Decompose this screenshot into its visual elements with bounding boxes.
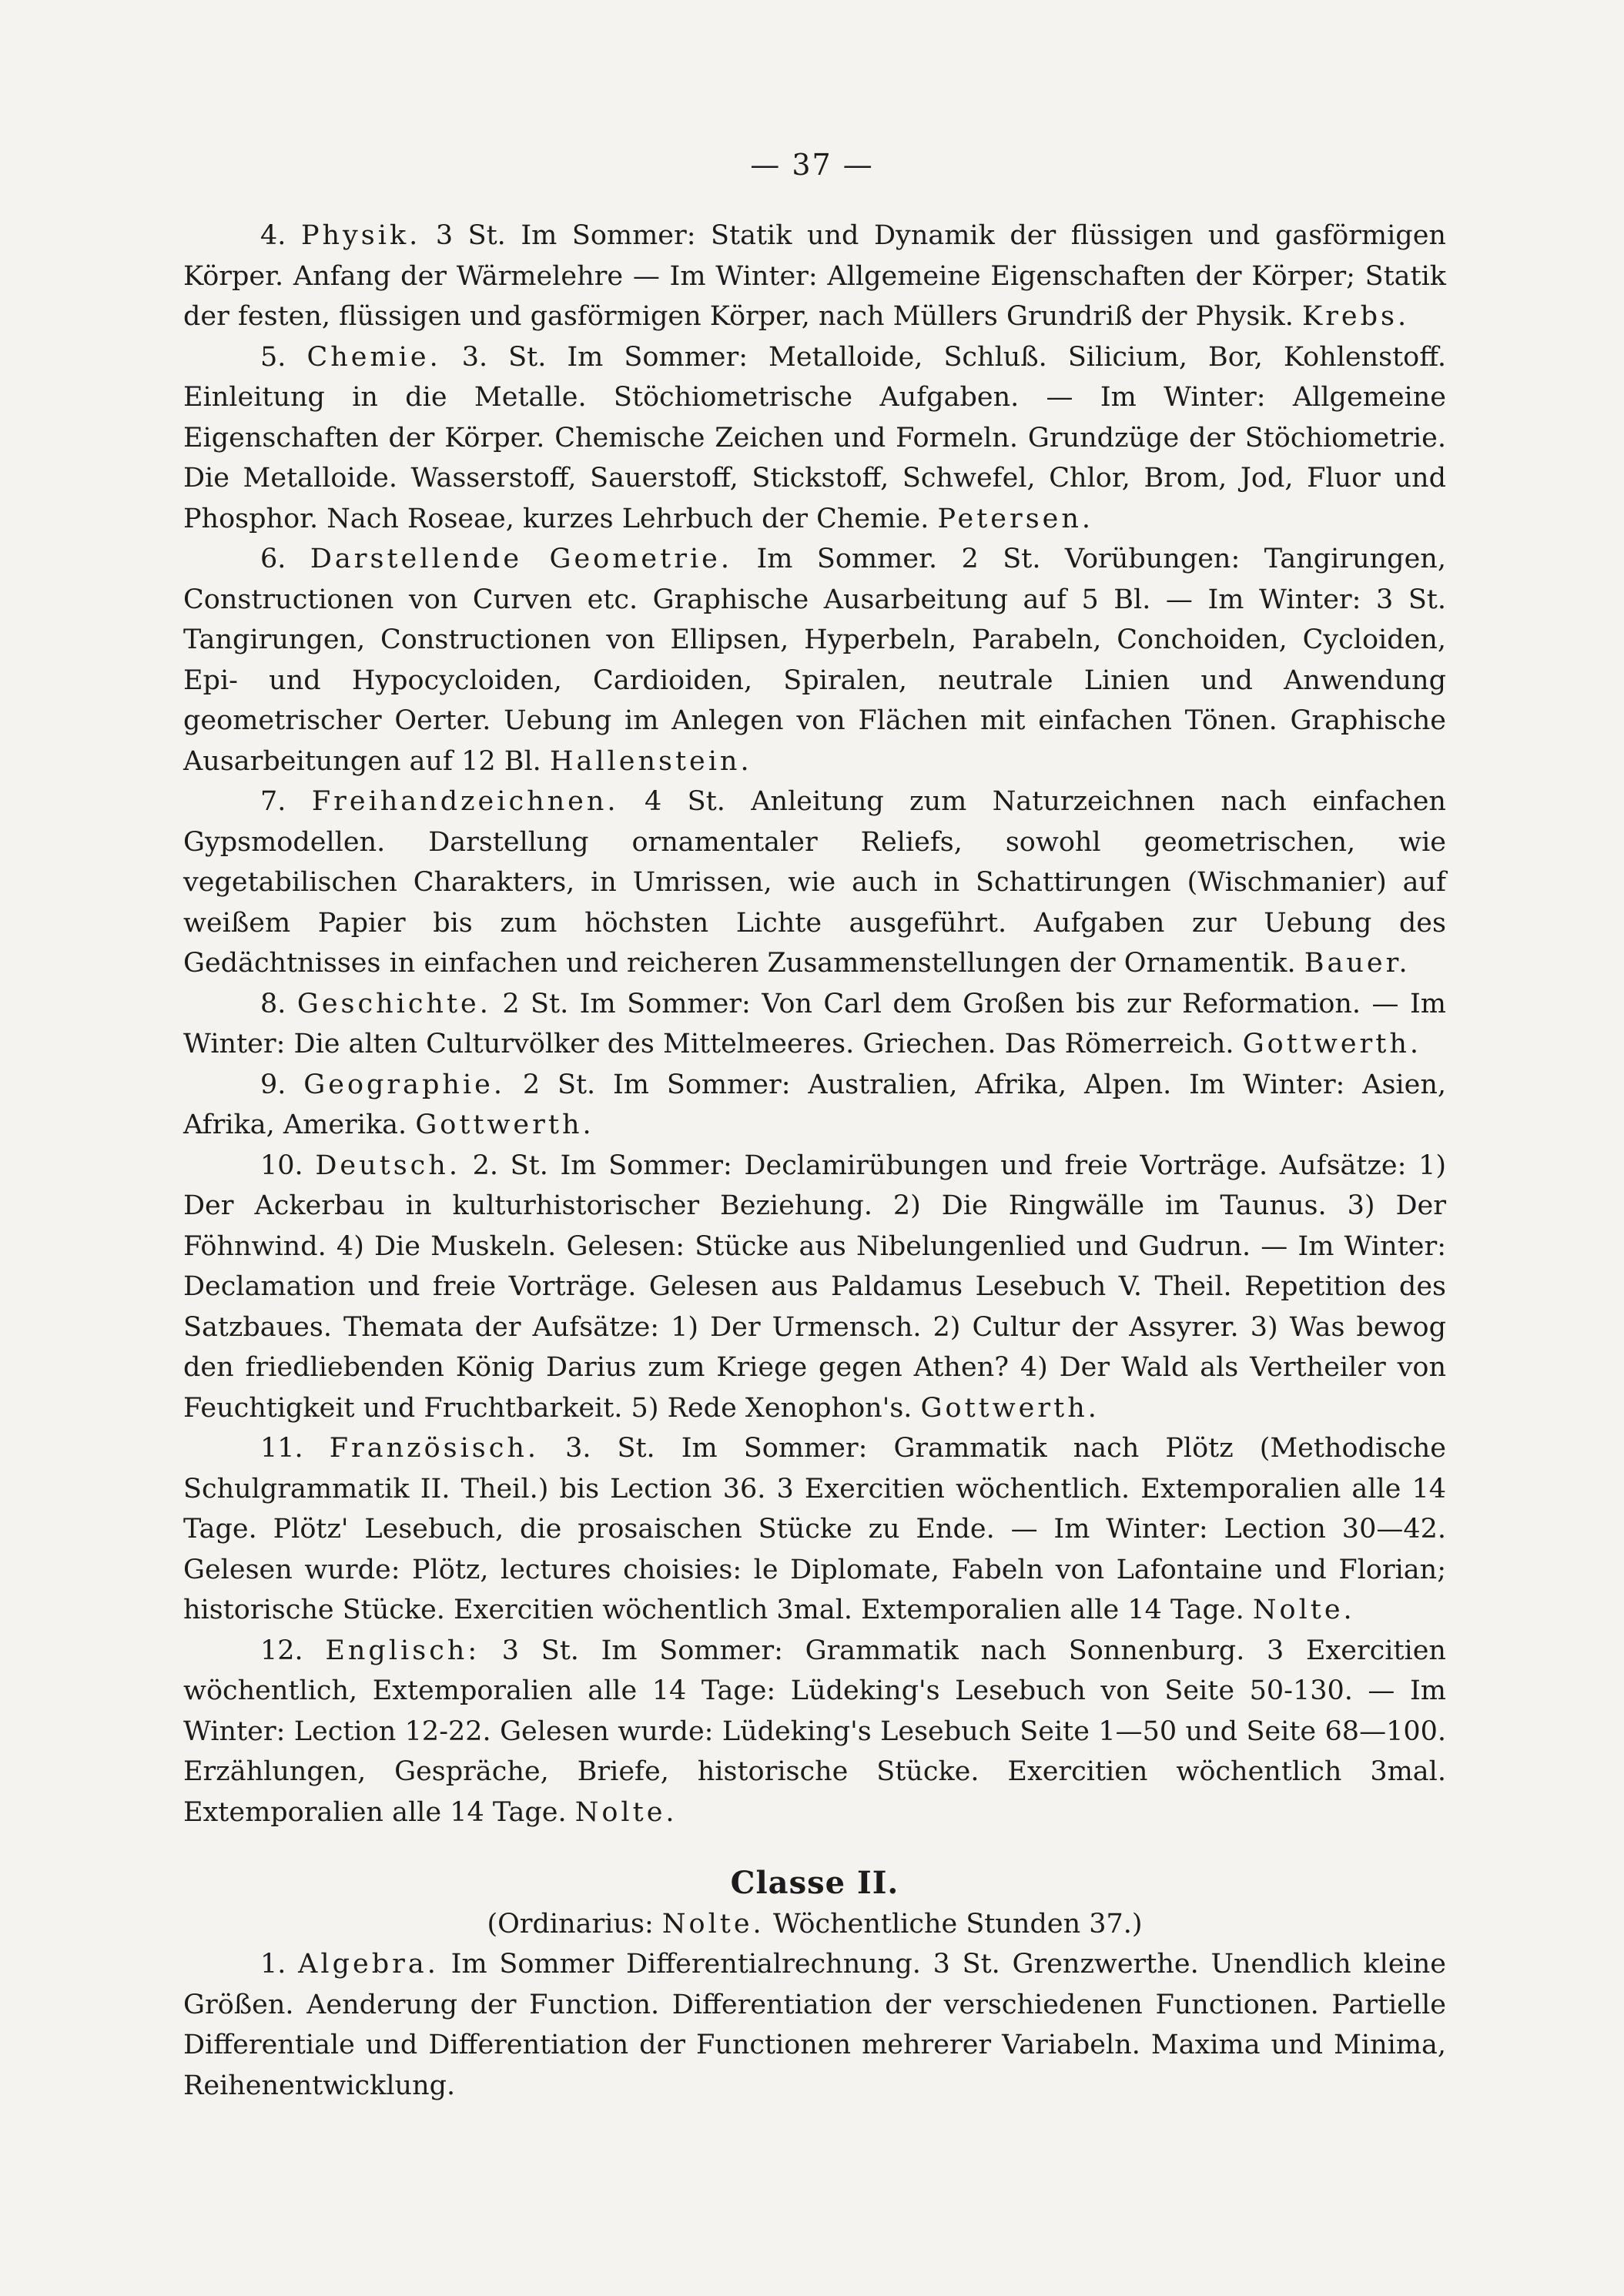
subject-list-after (183, 1944, 1446, 2106)
subject-number: 1. (260, 1949, 286, 1980)
subject-title: Algebra. (298, 1949, 439, 1980)
teacher-name: Nolte. (1252, 1595, 1355, 1625)
subject-number: 9. (260, 1069, 286, 1100)
subject-text: 2 St. Im Sommer: Australien, Afrika, Alpen. Im Winter: Asien, Afrika, Amerika. (183, 1069, 1446, 1140)
subject-paragraph (183, 1944, 1446, 2106)
subject-number: 7. (260, 786, 286, 817)
teacher-name: Nolte. (574, 1796, 678, 1828)
subject-text: 3. St. Im Sommer: Grammatik nach Plötz (Methodische Schulgrammatik II. Theil.) bis Lection 36. 3 Exercitien wöchentlich. Extemporalien alle 14 Tage. Plötz' Lesebuch, die prosaischen Stücke zu Ende. — Im Winter: Lection 30—42. Gelesen wurde: Plötz, lectures choisies: le Diplomate, Fabeln von Lafontaine und Florian; historische Stücke. Exercitien wöchentlich 3mal. Extemporalien alle 14 Tage. (183, 1433, 1446, 1625)
page-content (183, 216, 1446, 2106)
subject-paragraph (183, 1631, 1446, 1833)
section-heading: Classe II. (730, 1865, 899, 1901)
subject-number: 11. (260, 1433, 303, 1464)
subject-title: Geographie. (303, 1069, 505, 1100)
subject-number: 8. (260, 988, 286, 1019)
subject-number: 4. (260, 220, 286, 251)
subject-list-before (183, 216, 1446, 1832)
subject-number: 12. (260, 1635, 303, 1666)
subject-number: 5. (260, 341, 286, 373)
teacher-name: Gottwerth. (920, 1392, 1100, 1424)
subject-paragraph (183, 1065, 1446, 1146)
teacher-name: Gottwerth. (415, 1110, 594, 1140)
subject-title: Englisch: (325, 1635, 481, 1666)
subject-title: Physik. (300, 220, 421, 251)
subject-text: 2 St. Im Sommer: Von Carl dem Großen bis zur Reformation. — Im Winter: Die alten Culturvölker des Mittelmeeres. Griechen. Das Römerreich. (183, 988, 1446, 1059)
subject-text: Im Sommer Differentialrechnung. 3 St. Grenzwerthe. Unendlich kleine Größen. Aenderung der Function. Differentiation der verschiedenen Functionen. Partielle Differentiale und Differentiation der Functionen mehrerer Variabeln. Maxima und Minima, Reihenentwicklung. (183, 1949, 1446, 2101)
subject-paragraph (183, 216, 1446, 337)
subject-number: 10. (260, 1150, 303, 1181)
ordinarius-line (183, 1904, 1446, 1945)
subject-text: 3 St. Im Sommer: Statik und Dynamik der flüssigen und gasförmigen Körper. Anfang der Wärmelehre — Im Winter: Allgemeine Eigenschaften der Körper; Statik der festen, flüssigen und gasförmigen Körper, nach Müllers Grundriß der Physik. (183, 220, 1446, 332)
subject-paragraph (183, 539, 1446, 782)
subject-number: 6. (260, 544, 286, 574)
subject-text: 2. St. Im Sommer: Declamirübungen und freie Vorträge. Aufsätze: 1) Der Ackerbau in kulturhistorischer Beziehung. 2) Die Ringwälle im Taunus. 3) Der Föhnwind. 4) Die Muskeln. Gelesen: Stücke aus Nibelungenlied und Gudrun. — Im Winter: Declamation und freie Vorträge. Gelesen aus Paldamus Lesebuch V. Theil. Repetition des Satzbaues. Themata der Aufsätze: 1) Der Urmensch. 2) Cultur der Assyrer. 3) Was bewog den friedliebenden König Darius zum Kriege gegen Athen? 4) Der Wald als Vertheiler von Feuchtigkeit und Fruchtbarkeit. 5) Rede Xenophon's. (183, 1150, 1446, 1424)
subject-text: 4 St. Anleitung zum Naturzeichnen nach einfachen Gypsmodellen. Darstellung ornamentaler Reliefs, sowohl geometrischen, wie vegetabilischen Charakters, in Umrissen, wie auch in Schattirungen (Wischmanier) auf weißem Papier bis zum höchsten Lichte ausgeführt. Aufgaben zur Uebung des Gedächtnisses in einfachen und reicheren Zusammenstellungen der Ornamentik. (183, 786, 1446, 979)
subject-title: Deutsch. (315, 1150, 460, 1181)
subject-title: Geschichte. (296, 988, 491, 1019)
ordinarius-suffix: Wöchentliche Stunden 37.) (772, 1908, 1143, 1940)
teacher-name: Krebs. (1302, 301, 1410, 332)
subject-title: Freihandzeichnen. (311, 786, 619, 817)
page-number: — 37 — (750, 148, 874, 182)
teacher-name: Petersen. (937, 503, 1094, 534)
subject-paragraph (183, 984, 1446, 1065)
ordinarius-prefix: (Ordinarius: (487, 1908, 654, 1940)
teacher-name: Gottwerth. (1242, 1029, 1421, 1059)
subject-text: Im Sommer. 2 St. Vorübungen: Tangirungen, Constructionen von Curven etc. Graphische Ausarbeitung auf 5 Bl. — Im Winter: 3 St. Tangirungen, Constructionen von Ellipsen, Hyperbeln, Parabeln, Conchoiden, Cycloiden, Epi- und Hypocycloiden, Cardioiden, Spiralen, neutrale Linien und Anwendung geometrischer Oerter. Uebung im Anlegen von Flächen mit einfachen Tönen. Graphische Ausarbeitungen auf 12 Bl. (183, 544, 1446, 777)
ordinarius-name: Nolte. (661, 1908, 765, 1940)
teacher-name: Hallenstein. (549, 745, 752, 777)
subject-title: Darstellende Geometrie. (310, 544, 732, 574)
subject-paragraph (183, 782, 1446, 984)
subject-paragraph (183, 1146, 1446, 1429)
subject-paragraph (183, 1428, 1446, 1631)
subject-text: 3. St. Im Sommer: Metalloide, Schluß. Silicium, Bor, Kohlenstoff. Einleitung in die Metalle. Stöchiometrische Aufgaben. — Im Winter: Allgemeine Eigenschaften der Körper. Chemische Zeichen und Formeln. Grundzüge der Stöchiometrie. Die Metalloide. Wasserstoff, Sauerstoff, Stickstoff, Schwefel, Chlor, Brom, Jod, Fluor und Phosphor. Nach Roseae, kurzes Lehrbuch der Chemie. (183, 341, 1446, 534)
subject-paragraph (183, 337, 1446, 540)
subject-text: 3 St. Im Sommer: Grammatik nach Sonnenburg. 3 Exercitien wöchentlich, Extemporalien alle 14 Tage: Lüdeking's Lesebuch von Seite 50-130. — Im Winter: Lection 12-22. Gelesen wurde: Lüdeking's Lesebuch Seite 1—50 und Seite 68—100. Erzählungen, Gespräche, Briefe, historische Stücke. Exercitien wöchentlich 3mal. Extemporalien alle 14 Tage. (183, 1635, 1446, 1828)
subject-title: Chemie. (306, 341, 441, 373)
teacher-name: Bauer. (1304, 948, 1411, 979)
subject-title: Französisch. (329, 1433, 540, 1464)
